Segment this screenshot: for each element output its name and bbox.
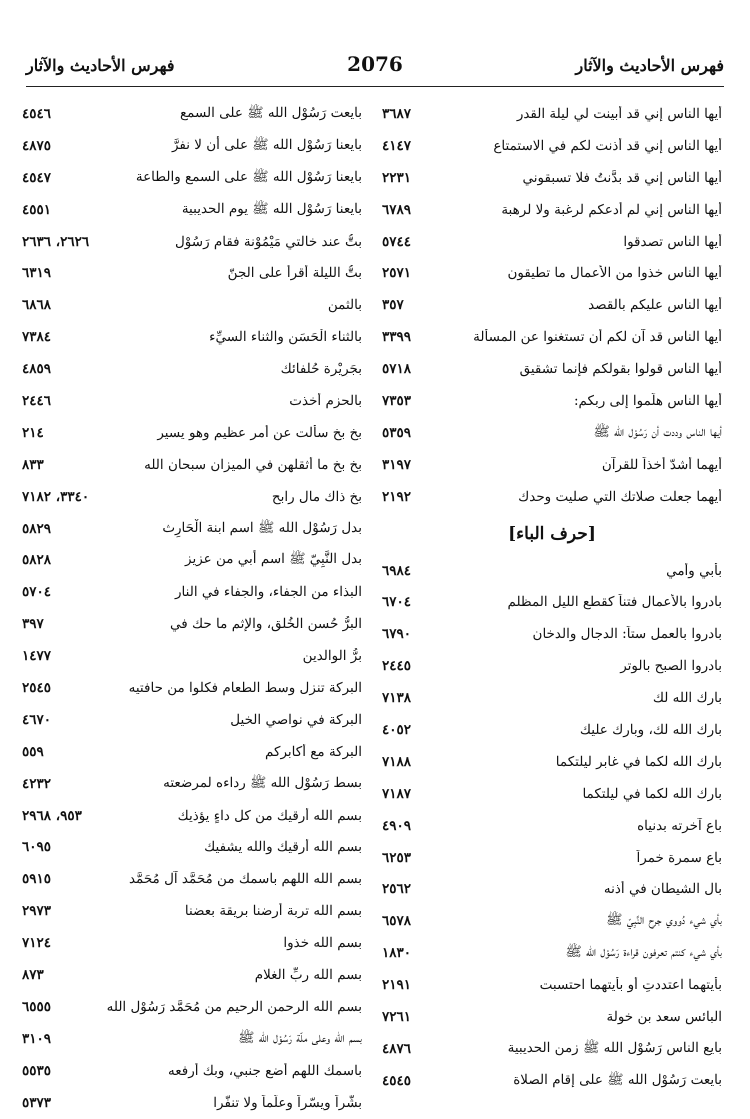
entry-number: ٤٥٤٦: [22, 105, 52, 122]
index-entry: [382, 618, 722, 650]
entry-number: ٤٨٧٦: [382, 1040, 412, 1057]
index-entry: [382, 905, 722, 937]
entry-number: ٧٢٦١: [382, 1008, 412, 1025]
entry-number: ٤٨٧٥: [22, 137, 52, 154]
index-entry: [382, 417, 722, 449]
entry-number: ٥٩١٥: [22, 871, 52, 888]
entry-number: ٣٦٨٧: [382, 105, 412, 122]
entry-number: ٦٣١٩: [22, 265, 52, 282]
index-entry: [382, 682, 722, 714]
entry-text: بخ بخ ما أثقلهن في الميزان سبحان الله: [144, 456, 362, 473]
entry-number: ٥٣٧٣: [22, 1094, 52, 1111]
entry-number: ٦٠٩٥: [22, 839, 52, 856]
entry-number: ٧٣٨٤: [22, 329, 52, 346]
index-entry: [382, 746, 722, 778]
entry-text: البذاء من الجفاء، والجفاء في النار: [175, 584, 362, 601]
entry-number: ٣١٩٧: [382, 456, 412, 473]
entry-number: ٦٧٨٩: [382, 201, 412, 218]
entry-text: بايعت رَسُوْل الله ﷺ على السمع: [179, 104, 362, 121]
index-entry: [22, 449, 362, 481]
entry-number: ٥٥٣٥: [22, 1062, 52, 1079]
index-entry: [382, 130, 722, 162]
entry-text: بدل النَّبِيّ ﷺ اسم أبي من عزيز: [185, 551, 362, 568]
entry-number: ٢٦٢٦، ٢٦٣٦: [22, 233, 90, 250]
index-entry: [382, 353, 722, 385]
index-entry: [22, 130, 362, 162]
entry-text: أيها الناس خذوا من الأعمال ما تطيقون: [507, 265, 722, 282]
entry-number: ٧١٨٨: [382, 753, 412, 770]
index-entry: [22, 736, 362, 768]
entry-text: بسم الله اللهم باسمك من مُحَمَّد آل مُحَمَّد: [128, 871, 362, 888]
entry-number: ٣١٠٩: [22, 1030, 52, 1047]
entry-number: ٣٩٧: [22, 616, 44, 633]
entry-number: ٥٧١٨: [382, 361, 412, 378]
index-entry: [22, 704, 362, 736]
entry-number: ١٨٣٠: [382, 945, 412, 962]
index-entry: [22, 608, 362, 640]
entry-text: بأي شيء دُووي جرح النَّبِيّ ﷺ: [606, 912, 722, 929]
header-title-left: فهرس الأحاديث والآثار: [26, 56, 175, 75]
entry-text: بتُّ عند خالتي مَيْمُوْنة فقام رَسُوْل: [174, 233, 362, 250]
entry-number: ٥٨٢٨: [22, 552, 52, 569]
entry-number: ٤٨٥٩: [22, 361, 52, 378]
index-entry: [382, 714, 722, 746]
entry-text: بدل رَسُوْل الله ﷺ اسم ابنة الْحَارِث: [162, 519, 362, 536]
index-entry: [382, 98, 722, 130]
entry-number: ٢٤٤٥: [382, 658, 412, 675]
entry-text: البركة تنزل وسط الطعام فكلوا من حافتيه: [128, 679, 362, 696]
index-entry: [382, 586, 722, 618]
entry-number: ٤١٤٧: [382, 137, 412, 154]
index-entry: [22, 162, 362, 194]
index-entry: [382, 810, 722, 842]
entry-text: أيها الناس إني قد بدَّنتُ فلا تسبقوني: [522, 169, 722, 186]
entry-text: باع آخرته بدنياه: [637, 817, 722, 834]
index-entry: [382, 778, 722, 810]
index-entry: [22, 289, 362, 321]
entry-text: بجَرِيْرة حُلفائك: [280, 361, 362, 378]
section-heading: [382, 513, 722, 555]
entry-text: بالثمن: [327, 297, 362, 314]
page-number: 2076: [347, 52, 403, 76]
index-entry: [22, 353, 362, 385]
entry-text: بسم الله أرقيك والله يشفيك: [204, 839, 362, 856]
entry-text: بارك الله لك: [652, 690, 722, 707]
entry-number: ٢٥٦٢: [382, 881, 412, 898]
index-entry: [382, 385, 722, 417]
entry-number: ٥٧٤٤: [382, 233, 412, 250]
index-entry: [22, 544, 362, 576]
index-entry: [22, 194, 362, 226]
entry-number: ٢٤٤٦: [22, 392, 52, 409]
index-entry: [382, 321, 722, 353]
index-entry: [22, 768, 362, 800]
index-entry: [382, 481, 722, 513]
index-entry: [382, 162, 722, 194]
entry-number: ٦٥٥٥: [22, 998, 52, 1015]
page-header: [26, 52, 724, 80]
entry-number: ٤٢٣٢: [22, 775, 52, 792]
index-entry: [22, 513, 362, 545]
entry-text: أيها الناس تصدقوا: [623, 233, 722, 250]
index-entry: [22, 481, 362, 513]
entry-number: ٤٠٥٢: [382, 721, 412, 738]
entry-text: بسم الله وعلى ملّة رَسُوْل الله ﷺ: [238, 1029, 362, 1046]
entry-text: أيهما جعلت صلاتك التي صليت وحدك: [518, 488, 722, 505]
right-column: [382, 98, 722, 1097]
index-entry: [382, 289, 722, 321]
entry-number: ٤٥٥١: [22, 201, 52, 218]
header-divider: [26, 86, 724, 87]
entry-text: باع سمرة خمراً: [636, 849, 722, 866]
index-entry: [22, 576, 362, 608]
index-entry: [382, 194, 722, 226]
entry-number: ٤٩٠٩: [382, 817, 412, 834]
entry-number: ٢١٤: [22, 424, 44, 441]
index-entry: [382, 1033, 722, 1065]
entry-text: بسط رَسُوْل الله ﷺ رداءه لمرضعته: [163, 774, 362, 791]
entry-text: بأبي وأمي: [666, 562, 722, 579]
entry-text: بادروا بالعمل ستاً: الدجال والدخان: [532, 626, 722, 643]
entry-text: بارك الله لكما في ليلتكما: [582, 785, 722, 802]
entry-text: بايعنا رَسُوْل الله ﷺ يوم الحديبية: [181, 200, 362, 217]
entry-number: ٨٣٣: [22, 456, 44, 473]
entry-text: أيها الناس هلّموا إلى ربكم:: [573, 392, 722, 409]
entry-text: أيها الناس قولوا بقولكم فإنما تشقيق: [519, 361, 722, 378]
index-entry: [382, 873, 722, 905]
entry-text: بشّراً ويسّراً وعلّماً ولا تنفّرا: [213, 1094, 362, 1111]
entry-text: أيها الناس إني قد أُبينت لي ليلة القدر: [516, 105, 722, 122]
entry-text: برُّ الوالدين: [302, 648, 362, 665]
entry-text: بأيتهما اعتددتِ أو بأيتهما احتسبت: [539, 977, 722, 994]
entry-text: أيهما أشدّ أخذاً للقرآن: [601, 456, 722, 473]
section-heading-text: [حرف الباء]: [508, 523, 596, 544]
entry-text: أيها الناس إني لم أدعكم لرغبة ولا لرهبة: [501, 201, 722, 218]
entry-text: بايعت رَسُوْل الله ﷺ على إقام الصلاة: [513, 1071, 722, 1088]
entry-text: بسم الله تربة أرضنا بريقة بعضنا: [184, 903, 362, 920]
entry-text: بالثناء الْحَسَن والثناء السيِّء: [209, 329, 362, 346]
index-entry: [22, 927, 362, 959]
index-entry: [22, 226, 362, 258]
entry-number: ٥٥٩: [22, 743, 44, 760]
entry-number: ٢٥٤٥: [22, 679, 52, 696]
entry-text: أيها الناس عليكم بالقصد: [588, 297, 722, 314]
entry-text: البرُّ حُسن الخُلق، والإثم ما حك في: [170, 616, 362, 633]
index-entry: [382, 555, 722, 587]
entry-text: بايعنا رَسُوْل الله ﷺ على أن لا نفرَّ: [171, 136, 362, 153]
entry-number: ٩٥٣، ٢٩٦٨: [22, 807, 82, 824]
entry-number: ٧١٨٧: [382, 785, 412, 802]
index-entry: [22, 895, 362, 927]
entry-number: ٤٦٧٠: [22, 711, 52, 728]
entry-text: بالحزم أخذت: [289, 392, 362, 409]
entry-number: ٥٧٠٤: [22, 584, 52, 601]
entry-text: بال الشيطان في أذنه: [603, 881, 722, 898]
left-column: [22, 98, 362, 1119]
entry-text: البركة في نواصي الخيل: [230, 711, 362, 728]
entry-text: بادروا بالأعمال فتناً كقطع الليل المظلم: [507, 594, 722, 611]
index-entry: [22, 991, 362, 1023]
index-entry: [22, 417, 362, 449]
entry-number: ٦٨٦٨: [22, 297, 52, 314]
index-entry: [22, 672, 362, 704]
entry-number: ٢١٩١: [382, 977, 412, 994]
entry-text: بايعنا رَسُوْل الله ﷺ على السمع والطاعة: [135, 168, 362, 185]
entry-number: ٥٣٥٩: [382, 424, 412, 441]
entry-text: أيها الناس إني قد أذنت لكم في الاستمتاع: [493, 137, 722, 154]
index-entry: [22, 800, 362, 832]
entry-number: ٢٥٧١: [382, 265, 412, 282]
entry-number: ٢٢٣١: [382, 169, 412, 186]
index-entry: [22, 321, 362, 353]
index-entry: [382, 650, 722, 682]
entry-number: ٤٥٤٥: [382, 1072, 412, 1089]
index-entry: [22, 640, 362, 672]
entry-text: بارك الله لك، وبارك عليك: [579, 721, 722, 738]
index-entry: [22, 98, 362, 130]
entry-text: أيها الناس قد آن لكم أن تستغنوا عن المسألة: [473, 329, 722, 346]
entry-number: ٣٥٧: [382, 297, 404, 314]
index-entry: [382, 937, 722, 969]
entry-text: بخ ذاك مال رابح: [271, 488, 362, 505]
index-entry: [382, 1001, 722, 1033]
entry-number: ٣٣٩٩: [382, 329, 412, 346]
entry-text: بأي شيء كنتم تعرفون قراءة رَسُوْل الله ﷺ: [565, 944, 722, 961]
entry-text: باسمك اللهم أضع جنبي، وبك أرفعه: [168, 1062, 362, 1079]
index-entry: [22, 1055, 362, 1087]
entry-number: ٨٧٣: [22, 966, 44, 983]
header-title-right: فهرس الأحاديث والآثار: [575, 56, 724, 75]
entry-text: بادروا الصبح بالوتر: [620, 658, 722, 675]
entry-number: ٦٧٠٤: [382, 594, 412, 611]
index-entry: [22, 257, 362, 289]
index-entry: [22, 1023, 362, 1055]
entry-number: ٦٩٨٤: [382, 562, 412, 579]
entry-text: البائس سعد بن خولة: [606, 1008, 722, 1025]
index-entry: [382, 1065, 722, 1097]
index-entry: [382, 449, 722, 481]
entry-number: ٧١٣٨: [382, 690, 412, 707]
entry-text: البركة مع أكابركم: [265, 743, 362, 760]
index-entry: [22, 863, 362, 895]
entry-number: ٦٢٥٣: [382, 849, 412, 866]
entry-number: ٧٣٥٣: [382, 392, 412, 409]
entry-text: بارك الله لكما في غابر ليلتكما: [555, 753, 722, 770]
entry-number: ٣٣٤٠، ٧١٨٢: [22, 488, 90, 505]
entry-text: بايع الناس رَسُوْل الله ﷺ زمن الحديبية: [507, 1039, 722, 1056]
entry-number: ٢٩٧٣: [22, 903, 52, 920]
entry-number: ١٤٧٧: [22, 648, 52, 665]
index-entry: [22, 959, 362, 991]
entry-text: بتُّ الليلة أقرأ على الجنّ: [227, 265, 362, 282]
entry-text: بسم الله خذوا: [283, 935, 362, 952]
index-entry: [382, 226, 722, 258]
entry-text: بسم الله ربِّ الغلام: [254, 966, 362, 983]
entry-number: ٦٧٩٠: [382, 626, 412, 643]
index-entry: [382, 969, 722, 1001]
entry-number: ٥٨٢٩: [22, 520, 52, 537]
entry-number: ٧١٢٤: [22, 935, 52, 952]
entry-text: بخ بخ سألت عن أمر عظيم وهو يسير: [157, 424, 362, 441]
index-entry: [382, 257, 722, 289]
entry-text: بسم الله أرقيك من كل داءٍ يؤذيك: [177, 807, 362, 824]
index-entry: [22, 385, 362, 417]
index-entry: [22, 831, 362, 863]
entry-text: أيها الناس وددت أن رَسُوْل الله ﷺ: [593, 423, 722, 440]
entry-number: ٤٥٤٧: [22, 169, 52, 186]
index-entry: [382, 842, 722, 874]
entry-number: ٢١٩٢: [382, 488, 412, 505]
entry-number: ٦٥٧٨: [382, 913, 412, 930]
entry-text: بسم الله الرحمن الرحيم من مُحَمَّد رَسُوْل الله: [106, 998, 362, 1015]
